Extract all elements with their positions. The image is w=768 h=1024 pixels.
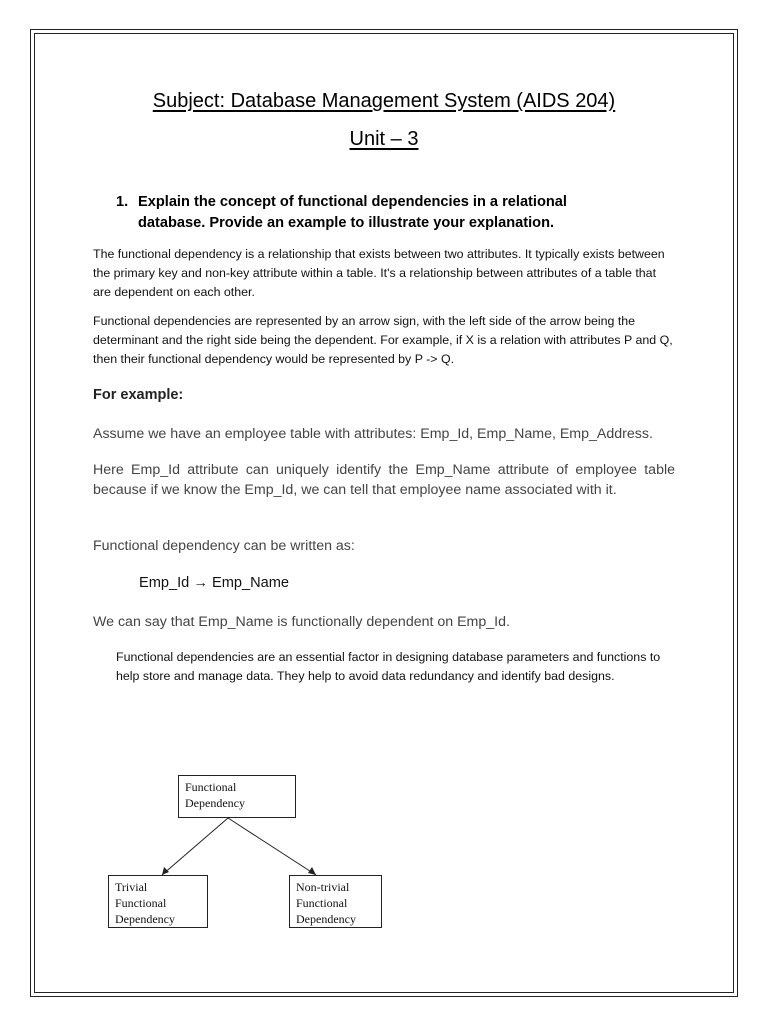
diagram-node-non-trivial bbox=[289, 875, 382, 928]
node-label-line: Trivial bbox=[115, 880, 148, 894]
node-label-line: Dependency bbox=[115, 912, 175, 926]
example-formula: Emp_Id → Emp_Name bbox=[139, 575, 290, 591]
page-border-inner bbox=[34, 33, 734, 993]
diagram-node-functional-dependency bbox=[178, 775, 296, 818]
subject-title: Subject: Database Management System (AIDS 204) bbox=[152, 90, 616, 112]
node-label-line: Non-trivial bbox=[296, 880, 350, 894]
question-1 bbox=[116, 192, 636, 234]
diagram-node-trivial bbox=[108, 875, 208, 928]
example-written-as: Functional dependency can be written as: bbox=[93, 538, 355, 554]
question-number: 1. bbox=[116, 194, 129, 210]
example-conclusion: We can say that Emp_Name is functionally dependent on Emp_Id. bbox=[93, 614, 510, 630]
paragraph-representation: Functional dependencies are represented by an arrow sign, with the left side of the arrow being the determinant and the right side being the dependent. For example, if X is a relation with attributes P and Q, then their functional dependency would be represented by P -> Q. bbox=[93, 314, 673, 366]
paragraph-definition: The functional dependency is a relationship that exists between two attributes. It typically exists between the primary key and non-key attribute within a table. It's a relationship between attributes of a table that are dependent on each other. bbox=[93, 247, 665, 299]
node-label-line: Functional bbox=[185, 780, 237, 794]
example-heading: For example: bbox=[93, 387, 184, 403]
example-explanation: Here Emp_Id attribute can uniquely identify the Emp_Name attribute of employee table because if we know the Emp_Id, we can tell that employee name associated with it. bbox=[93, 462, 675, 498]
example-assume: Assume we have an employee table with attributes: Emp_Id, Emp_Name, Emp_Address. bbox=[93, 426, 653, 442]
closing-paragraph: Functional dependencies are an essential factor in designing database parameters and functions to help store and manage data. They help to avoid data redundancy and identify bad designs. bbox=[116, 650, 661, 683]
node-label-line: Dependency bbox=[296, 912, 356, 926]
node-label-line: Functional bbox=[296, 896, 348, 910]
question-text: Explain the concept of functional dependencies in a relational database. Provide an example to illustrate your explanation. bbox=[138, 194, 567, 231]
unit-title: Unit – 3 bbox=[349, 128, 419, 150]
node-label-line: Dependency bbox=[185, 796, 245, 810]
node-label-line: Functional bbox=[115, 896, 167, 910]
